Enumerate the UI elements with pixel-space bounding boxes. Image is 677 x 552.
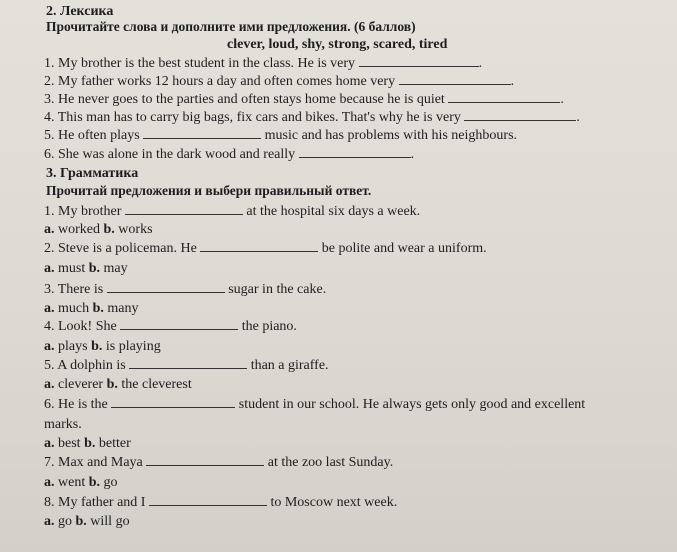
item-text: 1. My brother (44, 204, 122, 219)
answer-blank (448, 91, 560, 103)
option-b: the cleverest (121, 377, 192, 392)
vocab-sentence-3 (44, 91, 564, 108)
option-a-label: a. (44, 377, 55, 392)
option-b: is playing (105, 339, 161, 354)
item-text: 4. Look! She (44, 319, 117, 334)
answer-blank (143, 127, 261, 139)
option-a-label: a. (44, 436, 55, 451)
vocab-sentence-4 (44, 109, 580, 126)
option-a: worked (58, 222, 100, 237)
answer-blank (146, 454, 264, 466)
section-instruction-grammar: Прочитай предложения и выбери правильный ответ. (46, 183, 372, 198)
section-heading-grammar: 3. Грамматика (46, 166, 139, 181)
word-bank: clever, loud, shy, strong, scared, tired (227, 37, 448, 52)
option-a-label: a. (44, 475, 55, 490)
option-b-label: b. (106, 377, 118, 392)
sentence-end: . (410, 147, 415, 162)
grammar-options-7 (44, 475, 118, 491)
sentence-end: music and has problems with his neighbours. (264, 128, 518, 143)
option-a-label: a. (44, 514, 55, 529)
answer-blank (129, 357, 247, 369)
sentence-text: 1. My brother is the best student in the class. He is very (44, 56, 356, 71)
answer-blank (359, 55, 479, 67)
item-text: 7. Max and Maya (44, 455, 143, 470)
grammar-item-7 (44, 454, 393, 471)
option-a: went (58, 475, 86, 490)
item-text: 2. Steve is a policeman. He (44, 241, 197, 256)
option-b: go (103, 475, 118, 490)
sentence-end: . (478, 56, 483, 71)
grammar-options-5 (44, 377, 192, 393)
option-b-label: b. (91, 339, 103, 354)
sentence-text: 6. She was alone in the dark wood and really (44, 147, 296, 162)
vocab-sentence-6 (44, 146, 414, 163)
answer-blank (299, 146, 411, 158)
option-b: better (98, 436, 131, 451)
option-b-label: b. (88, 475, 101, 490)
option-b: will go (90, 514, 130, 529)
item-end: at the hospital six days a week. (246, 204, 421, 219)
item-end: at the zoo last Sunday. (267, 455, 394, 470)
answer-blank (200, 240, 318, 252)
grammar-item-5 (44, 357, 329, 374)
grammar-options-6 (44, 436, 131, 452)
grammar-options-3 (44, 301, 139, 317)
answer-blank (120, 318, 238, 330)
option-a-label: a. (44, 301, 55, 316)
grammar-options-8 (44, 514, 130, 530)
item-end: sugar in the cake. (228, 282, 327, 297)
option-b: works (118, 222, 153, 237)
grammar-item-8 (44, 494, 397, 511)
grammar-item-1 (44, 203, 420, 220)
grammar-item-2 (44, 240, 487, 257)
grammar-options-4 (44, 339, 161, 355)
sentence-end: . (576, 110, 580, 125)
grammar-item-3 (44, 281, 326, 298)
grammar-item-4 (44, 318, 297, 335)
sentence-end: . (510, 74, 515, 89)
vocab-sentence-5 (44, 127, 517, 144)
option-b: many (107, 301, 139, 316)
item-text: 5. A dolphin is (44, 358, 126, 373)
answer-blank (107, 281, 225, 293)
option-a-label: a. (44, 339, 55, 354)
option-a-label: a. (44, 222, 55, 237)
answer-blank (464, 109, 576, 121)
answer-blank (111, 396, 235, 408)
sentence-text: 3. He never goes to the parties and often stays home because he is quiet (44, 92, 445, 107)
answer-blank (149, 494, 267, 506)
option-a: go (58, 514, 72, 529)
sentence-text: 2. My father works 12 hours a day and often comes home very (44, 74, 396, 89)
section-heading-lexika: 2. Лексика (46, 4, 114, 19)
sentence-end: . (560, 92, 564, 107)
item-end: student in our school. He always gets only good and excellent (238, 397, 586, 412)
option-b-label: b. (103, 222, 115, 237)
grammar-options-2 (44, 261, 128, 277)
grammar-options-1 (44, 222, 153, 238)
item-end: be polite and wear a uniform. (321, 241, 487, 256)
item-end: to Moscow next week. (270, 495, 398, 510)
option-b-label: b. (75, 514, 87, 529)
option-a: must (58, 261, 86, 276)
sentence-text: 4. This man has to carry big bags, fix cars and bikes. That's why he is very (44, 110, 461, 125)
option-b-label: b. (88, 261, 101, 276)
item-text: 6. He is the (44, 397, 108, 412)
item-end: the piano. (241, 319, 297, 334)
option-b-label: b. (84, 436, 96, 451)
item-text: 3. There is (44, 282, 104, 297)
option-a: cleverer (58, 377, 104, 392)
section-instruction-lexika: Прочитайте слова и дополните ими предложения. (6 баллов) (46, 19, 416, 34)
vocab-sentence-2 (44, 73, 514, 90)
option-a: plays (58, 339, 88, 354)
answer-blank (125, 203, 243, 215)
option-b: may (103, 261, 128, 276)
option-b-label: b. (92, 301, 104, 316)
item-text: 8. My father and I (44, 495, 146, 510)
option-a-label: a. (44, 261, 55, 276)
grammar-item-6 (44, 396, 585, 413)
vocab-sentence-1 (44, 55, 482, 72)
option-a: much (58, 301, 90, 316)
item-end: than a giraffe. (250, 358, 329, 373)
option-a: best (58, 436, 81, 451)
grammar-item-6-continued: marks. (44, 417, 82, 432)
sentence-text: 5. He often plays (44, 128, 140, 143)
answer-blank (399, 73, 511, 85)
